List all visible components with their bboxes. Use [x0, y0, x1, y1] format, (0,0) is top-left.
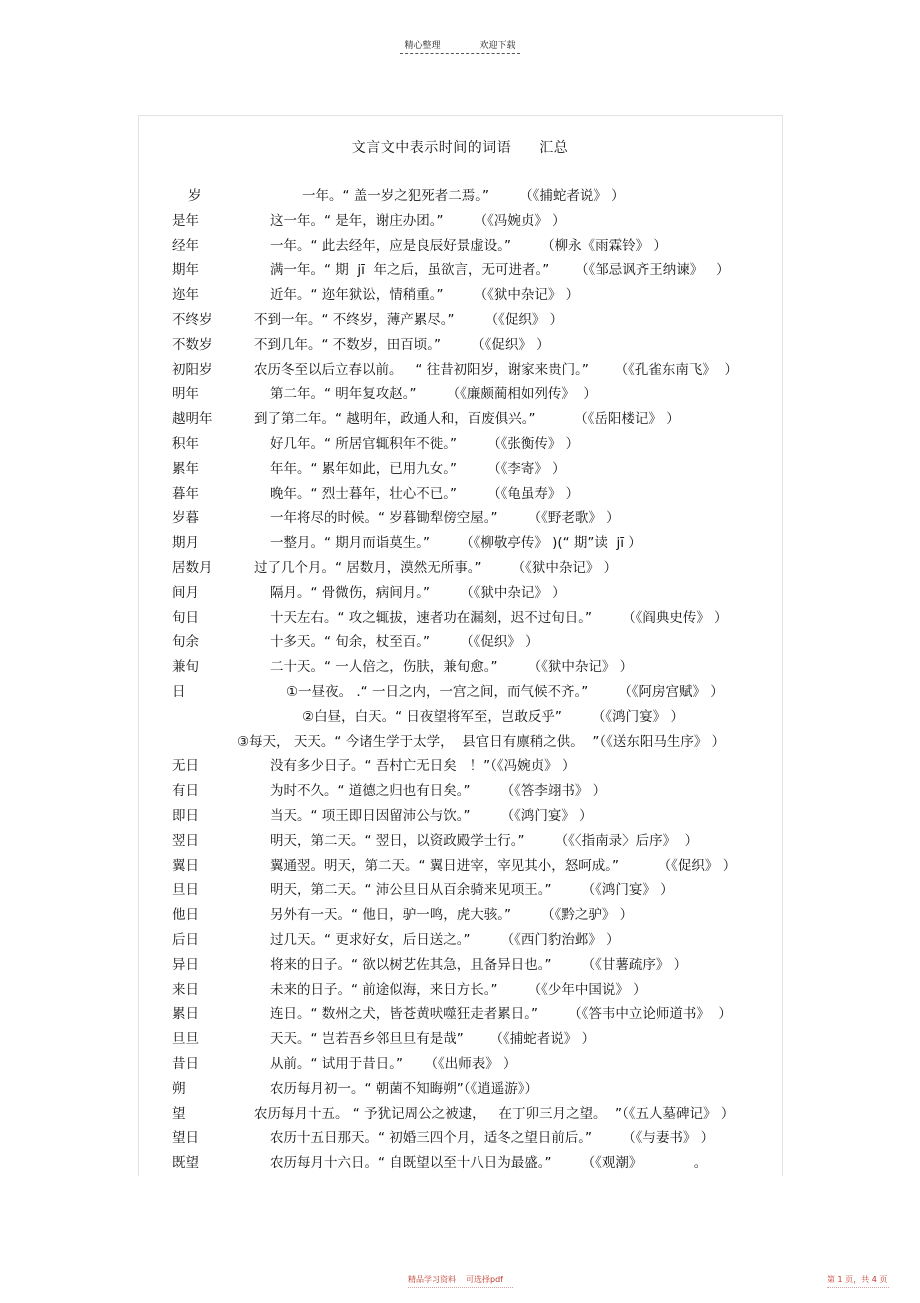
vocab-definition: 一整月。“ 期月而诣莫生。” （《柳敬亭传》 )(“ 期”读 jī ）: [270, 535, 642, 552]
vocab-definition: 另外有一天。“ 他日，驴一鸣，虎大骇。” （《黔之驴》 ）: [270, 907, 634, 924]
title-main: 文言文中表示时间的词语: [351, 140, 512, 156]
vocab-term: 朔: [172, 1080, 186, 1097]
list-item: [0, 333, 920, 357]
header-dashed-line: [400, 53, 520, 54]
list-item: [0, 804, 920, 828]
list-item: [0, 457, 920, 481]
vocab-definition: 将来的日子。“ 欲以树艺佐其急，且备异日也。” （《甘薯疏序》 ）: [270, 956, 688, 973]
vocab-term: 翌日: [172, 832, 199, 849]
list-item: [0, 606, 920, 630]
vocab-definition: 十多天。“ 旬余，杖至百。” （《促织》 ）: [270, 634, 539, 651]
list-item: [0, 1077, 920, 1101]
vocab-definition: 好几年。“ 所居官辄积年不徙。” （《张衡传》 ）: [270, 436, 580, 452]
list-item: [0, 978, 920, 1002]
footer-right-dots: [827, 1287, 889, 1288]
vocab-definition: 农历十五日那天。“ 初婚三四个月，适冬之望日前后。” （《与妻书》 ）: [270, 1130, 715, 1147]
vocab-definition: 未来的日子。“ 前途似海，来日方长。” （《少年中国说》 ）: [270, 981, 647, 998]
list-item: [0, 1027, 920, 1051]
list-item: [0, 878, 920, 902]
list-item: [0, 407, 920, 431]
vocab-definition: 从前。“ 试用于昔日。” （《出师表》 ）: [270, 1056, 517, 1072]
list-item: [0, 705, 920, 729]
list-item: [0, 928, 920, 952]
list-item: [0, 655, 920, 679]
footer-middle-text: 可选择pdf: [466, 1275, 503, 1284]
vocab-term: 来日: [172, 981, 199, 998]
vocab-term: 迩年: [172, 287, 199, 304]
vocab-term: 望: [172, 1105, 186, 1122]
vocab-definition: 明天，第二天。“ 沛公旦日从百余骑来见项王。” （《鸿门宴》 ）: [270, 882, 674, 899]
list-item: [0, 730, 920, 754]
vocab-definition: 二十天。“ 一人倍之，伤肤，兼旬愈。” （《狱中杂记》 ）: [270, 659, 634, 676]
list-item: [0, 1102, 920, 1126]
vocab-definition: 隔月。“ 骨微伤，病间月。” （《狱中杂记》 ）: [270, 584, 566, 601]
list-item: [0, 432, 920, 456]
list-item: [0, 779, 920, 803]
vocab-definition: 为时不久。“ 道德之归也有日矣。” （《答李翊书》 ）: [270, 783, 607, 800]
vocab-term: 经年: [172, 237, 199, 254]
vocab-term: 他日: [172, 907, 199, 924]
vocab-definition: 农历每月十六日。“ 自既望以至十八日为最盛。” （《观潮》 。: [270, 1155, 708, 1172]
list-item: [0, 903, 920, 927]
vocab-term: 翼日: [172, 857, 199, 874]
list-item: [0, 258, 920, 282]
vocab-term: 岁暮: [172, 510, 199, 527]
vocab-definition: ②白昼，白天。“ 日夜望将军至，岂敢反乎” （《鸿门宴》 ）: [302, 708, 684, 725]
vocab-definition: 到了第二年。“ 越明年，政通人和，百废俱兴。” （《岳阳楼记》 ）: [254, 411, 680, 428]
header-right-text: 欢迎下载: [479, 41, 516, 51]
vocab-term: 旬余: [172, 634, 199, 651]
vocab-definition: 十天左右。“ 攻之辄拔，速者功在漏刻，迟不过旬日。” （《阎典史传》 ）: [270, 609, 728, 626]
vocab-term: 日: [172, 684, 186, 700]
vocab-definition: 天天。“ 岂若吾乡邻旦旦有是哉” （《捕蛇者说》 ）: [270, 1031, 596, 1048]
vocab-term: 初阳岁: [172, 361, 213, 378]
vocab-term: 居数月: [172, 560, 213, 576]
vocab-definition: 农历每月十五。 “ 予犹记周公之被逮， 在丁卯三月之望。 ”（《五人墓碑记》 ）: [254, 1105, 735, 1122]
vocab-term: 明年: [172, 386, 199, 403]
vocab-term: 岁: [188, 188, 202, 204]
vocab-term: 兼旬: [172, 659, 199, 676]
vocab-definition: 一年将尽的时候。“ 岁暮锄犁傍空屋。” （《野老歌》 ）: [270, 510, 620, 527]
vocab-term: 既望: [172, 1155, 199, 1172]
vocab-definition: 一年。“ 此去经年，应是良辰好景虚设。” （柳永《雨霖铃》 ）: [270, 237, 667, 254]
vocab-term: 旬日: [172, 609, 199, 626]
list-item: [0, 854, 920, 878]
vocab-definition: 连日。“ 数州之犬，皆苍黄吠噬狂走者累日。” （《答韦中立论师道书》 ）: [270, 1006, 732, 1023]
list-item: [0, 556, 920, 580]
list-item: [0, 308, 920, 332]
vocab-term: 暮年: [172, 485, 199, 502]
vocab-term: 间月: [172, 584, 199, 601]
list-item: [0, 358, 920, 382]
list-item: [0, 234, 920, 258]
list-item: [0, 482, 920, 506]
vocab-definition: 农历每月初一。“ 朝菌不知晦朔”（《逍遥游》）: [270, 1080, 539, 1097]
list-item: [0, 1052, 920, 1076]
vocab-definition: 近年。“ 迩年狱讼，情稍重。” （《狱中杂记》 ）: [270, 287, 580, 304]
footer-page-number: 第 1 页，共 4 页: [827, 1275, 888, 1284]
header-left-text: 精心整理: [404, 41, 441, 51]
vocab-definition: ①一昼夜。 .“ 一日之内，一宫之间，而气候不齐。” （《阿房宫赋》 ）: [286, 684, 724, 700]
vocab-definition: 不到一年。“ 不终岁，薄产累尽。” （《促织》 ）: [254, 312, 564, 328]
vocab-term: 有日: [172, 783, 199, 800]
vocab-definition: 满一年。“ 期 jī 年之后，虽欲言，无可进者。” （《邹忌讽齐王纳谏》 ）: [270, 262, 730, 279]
vocab-term: 昔日: [172, 1056, 199, 1072]
vocab-term: 是年: [172, 212, 199, 229]
vocab-term: 即日: [172, 808, 199, 824]
vocab-term: 不数岁: [172, 336, 213, 353]
vocab-definition: 农历冬至以后立春以前。 “ 往昔初阳岁，谢家来贵门。” （《孔雀东南飞》 ）: [254, 361, 738, 378]
vocab-term: 旦日: [172, 882, 199, 899]
list-item: [0, 1126, 920, 1150]
vocab-definition: 第二年。“ 明年复攻赵。” （《廉颇蔺相如列传》 ）: [270, 386, 597, 403]
vocab-definition: 年年。“ 累年如此，已用九女。” （《李寄》 ）: [270, 460, 566, 477]
vocab-term: 累日: [172, 1006, 199, 1023]
vocab-definition: 不到几年。“ 不数岁，田百顷。” （《促织》 ）: [254, 336, 550, 353]
vocab-term: 不终岁: [172, 312, 213, 328]
list-item: [0, 581, 920, 605]
vocab-definition: 翼通翌。明天，第二天。“ 翼日进宰，宰见其小，怒呵成。” （《促织》 ）: [270, 857, 737, 874]
vocab-term: 期月: [172, 535, 199, 552]
list-item: [0, 680, 920, 704]
vocab-definition: 一年。“ 盖一岁之犯死者二焉。” （《捕蛇者说》 ）: [302, 188, 625, 204]
list-item: [0, 283, 920, 307]
list-item: [0, 630, 920, 654]
vocab-definition: 没有多少日子。“ 吾村亡无日矣 ！”（《冯婉贞》 ）: [270, 758, 576, 775]
list-item: [0, 754, 920, 778]
vocab-term: 望日: [172, 1130, 199, 1147]
vocab-term: 无日: [172, 758, 199, 775]
page-header: [0, 38, 920, 51]
vocab-definition: 过了几个月。“ 居数月，漠然无所事。” （《狱中杂记》 ）: [254, 560, 618, 576]
vocab-term: 期年: [172, 262, 199, 279]
list-item: [0, 1151, 920, 1175]
vocab-definition: 当天。“ 项王即日因留沛公与饮。” （《鸿门宴》 ）: [270, 808, 593, 824]
footer-left-dots: [408, 1287, 513, 1288]
vocab-term: 异日: [172, 956, 199, 973]
list-item: [0, 209, 920, 233]
vocab-definition: 这一年。“ 是年，谢庄办团。” （《冯婉贞》 ）: [270, 212, 566, 229]
vocab-term: 后日: [172, 932, 199, 948]
vocab-term: 越明年: [172, 411, 213, 428]
vocab-definition: 过几天。“ 更求好女，后日送之。” （《西门豹治邺》 ）: [270, 932, 620, 948]
list-item: [0, 506, 920, 530]
list-item: [0, 531, 920, 555]
document-title: [0, 137, 920, 157]
vocab-definition: 晚年。“ 烈士暮年，壮心不已。” （《龟虽寿》 ）: [270, 485, 580, 502]
vocab-definition: 明天，第二天。“ 翌日，以资政殿学士行。” （《〈指南录〉后序》 ）: [270, 832, 699, 849]
vocab-term: 旦旦: [172, 1031, 199, 1048]
vocab-term: 积年: [172, 436, 199, 452]
footer-left-text: 精品学习资料: [408, 1275, 456, 1284]
list-item: [0, 953, 920, 977]
vocab-term: 累年: [172, 460, 199, 477]
list-item: [0, 382, 920, 406]
vocab-definition: ③每天， 天天。“ 今诸生学于太学， 县官日有廪稍之供。 ”（《送东阳马生序》 ）: [237, 733, 726, 750]
title-suffix: 汇总: [539, 140, 569, 156]
list-item: [0, 829, 920, 853]
list-item: [0, 1002, 920, 1026]
list-item: [0, 184, 920, 208]
